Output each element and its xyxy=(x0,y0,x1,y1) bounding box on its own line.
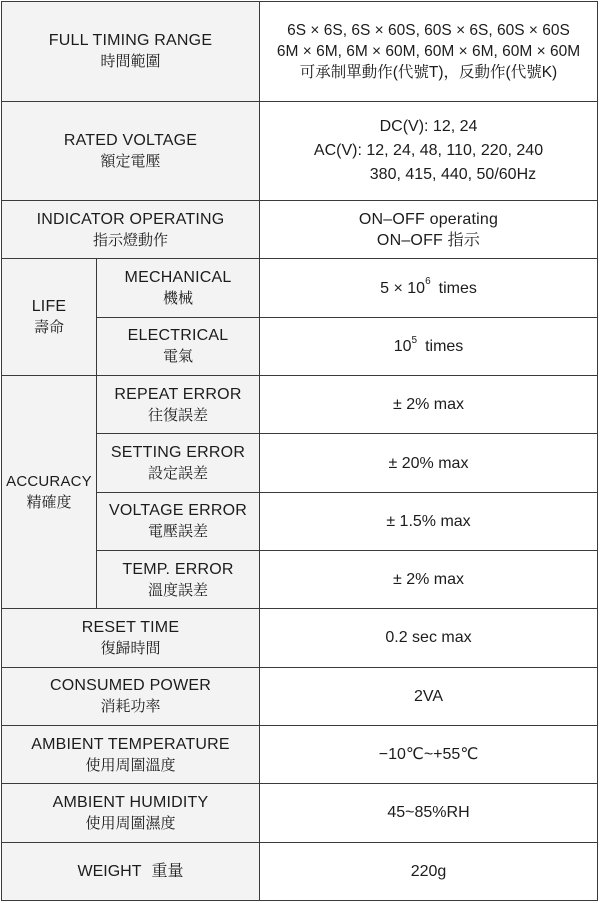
consumed-power-value: 2VA xyxy=(260,667,598,725)
timing-range-label xyxy=(2,2,260,102)
mechanical-label-zh: 機械 xyxy=(162,290,193,308)
timing-range-value xyxy=(260,2,598,102)
rated-voltage-value xyxy=(260,101,598,201)
rated-voltage-label-zh: 額定電壓 xyxy=(100,152,161,170)
consumed-power-label-en: CONSUMED POWER xyxy=(49,677,212,695)
weight-label-zh: 重量 xyxy=(151,862,184,880)
rated-voltage-dc: DC(V): 12, 24 xyxy=(379,117,478,135)
timing-range-line-1: 6S × 6S, 6S × 60S, 60S × 6S, 60S × 60S xyxy=(287,21,570,39)
repeat-error-value: ± 2% max xyxy=(260,376,598,434)
electrical-value-unit: times xyxy=(425,337,464,355)
indicator-line-1: ON–OFF operating xyxy=(358,210,499,228)
table-row xyxy=(2,842,598,900)
mechanical-value-unit: times xyxy=(438,279,477,297)
indicator-label-zh: 指示燈動作 xyxy=(92,231,168,249)
voltage-error-label-en: VOLTAGE ERROR xyxy=(108,502,248,520)
mechanical-value xyxy=(260,259,598,317)
ambient-humidity-label-en: AMBIENT HUMIDITY xyxy=(52,793,209,811)
rated-voltage-label-en: RATED VOLTAGE xyxy=(63,131,198,149)
electrical-label xyxy=(97,317,260,375)
electrical-value-base: 10 xyxy=(393,337,412,355)
life-label-en: LIFE xyxy=(31,298,67,316)
temp-error-label xyxy=(97,550,260,608)
indicator-line-2: ON–OFF 指示 xyxy=(376,231,481,249)
table-row xyxy=(2,784,598,842)
consumed-power-label-zh: 消耗功率 xyxy=(100,698,161,716)
mechanical-label-en: MECHANICAL xyxy=(124,269,232,287)
indicator-label xyxy=(2,201,260,259)
electrical-label-en: ELECTRICAL xyxy=(127,327,229,345)
setting-error-label-zh: 設定誤差 xyxy=(147,465,208,482)
table-row xyxy=(2,101,598,201)
ambient-humidity-label xyxy=(2,784,260,842)
rated-voltage-label xyxy=(2,101,260,201)
table-row xyxy=(2,725,598,783)
table-row xyxy=(2,376,598,434)
voltage-error-label-zh: 電壓誤差 xyxy=(147,523,208,541)
setting-error-label xyxy=(97,434,260,492)
reset-time-label-zh: 復歸時間 xyxy=(100,639,161,657)
specification-table xyxy=(1,1,598,901)
electrical-label-zh: 電氣 xyxy=(162,348,193,366)
indicator-label-en: INDICATOR OPERATING xyxy=(36,210,225,228)
accuracy-label-zh: 精確度 xyxy=(26,494,72,512)
timing-range-label-zh: 時間範圍 xyxy=(100,53,161,71)
table-row xyxy=(2,2,598,102)
timing-range-line-2: 6M × 6M, 6M × 60M, 60M × 6M, 60M × 60M xyxy=(276,42,581,60)
table-row xyxy=(2,201,598,259)
accuracy-label-en: ACCURACY xyxy=(6,473,92,491)
accuracy-label xyxy=(2,376,97,609)
ambient-temperature-label-zh: 使用周圍溫度 xyxy=(85,756,176,774)
indicator-value xyxy=(260,201,598,259)
voltage-error-value: ± 1.5% max xyxy=(260,492,598,550)
repeat-error-label-zh: 往復誤差 xyxy=(147,406,208,424)
setting-error-value: ± 20% max xyxy=(260,434,598,492)
rated-voltage-ac: AC(V): 12, 24, 48, 110, 220, 240 xyxy=(313,141,544,159)
mechanical-value-exp: 6 xyxy=(425,276,431,288)
temp-error-value: ± 2% max xyxy=(260,550,598,608)
weight-label-en: WEIGHT xyxy=(77,862,142,880)
table-row xyxy=(2,667,598,725)
timing-range-line-3: 可承制單動作(代號T)，反動作(代號K) xyxy=(299,63,558,81)
weight-label xyxy=(2,842,260,900)
reset-time-label xyxy=(2,609,260,667)
ambient-humidity-label-zh: 使用周圍濕度 xyxy=(85,814,176,832)
electrical-value-exp: 5 xyxy=(411,334,418,346)
table-row xyxy=(2,259,598,317)
voltage-error-label xyxy=(97,492,260,550)
reset-time-label-en: RESET TIME xyxy=(81,618,180,636)
consumed-power-label xyxy=(2,667,260,725)
weight-value: 220g xyxy=(260,842,598,900)
repeat-error-label-en: REPEAT ERROR xyxy=(114,385,242,403)
repeat-error-label xyxy=(97,376,260,434)
setting-error-label-en: SETTING ERROR xyxy=(110,444,246,461)
temp-error-label-zh: 溫度誤差 xyxy=(147,581,208,599)
electrical-value xyxy=(260,317,598,375)
life-label xyxy=(2,259,97,376)
ambient-humidity-value: 45~85%RH xyxy=(260,784,598,842)
reset-time-value: 0.2 sec max xyxy=(260,609,598,667)
mechanical-value-base: 5 × 10 xyxy=(380,279,426,297)
life-label-zh: 壽命 xyxy=(33,319,64,337)
ambient-temperature-label xyxy=(2,725,260,783)
timing-range-label-en: FULL TIMING RANGE xyxy=(48,32,213,50)
ambient-temperature-value: −10℃~+55℃ xyxy=(260,725,598,783)
mechanical-label xyxy=(97,259,260,317)
rated-voltage-ac-cont: 380, 415, 440, 50/60Hz xyxy=(320,165,537,183)
temp-error-label-en: TEMP. ERROR xyxy=(122,560,234,578)
table-row xyxy=(2,609,598,667)
ambient-temperature-label-en: AMBIENT TEMPERATURE xyxy=(31,735,230,753)
